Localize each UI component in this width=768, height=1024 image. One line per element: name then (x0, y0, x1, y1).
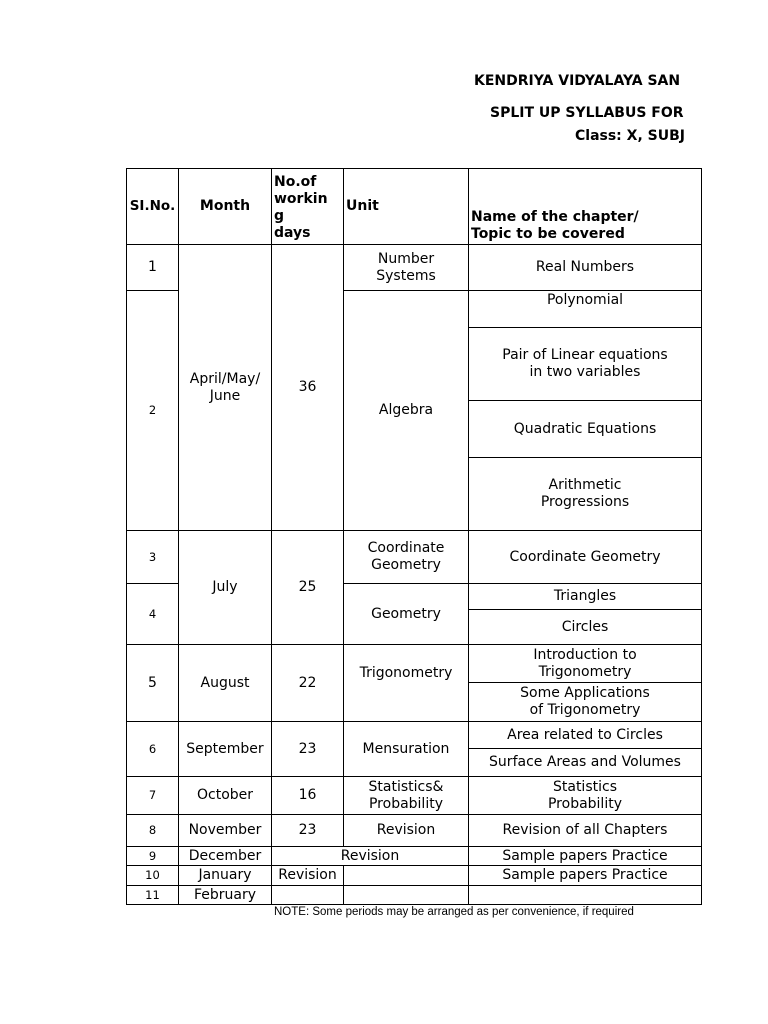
chapter-cell: Triangles (468, 583, 702, 610)
days-cell: 36 (271, 244, 344, 531)
month-cell: January (178, 865, 272, 886)
sl-number: 1 (126, 244, 179, 291)
days-cell: 22 (271, 644, 344, 722)
unit-cell-merged: Revision (271, 846, 469, 866)
sl-number: 7 (126, 776, 179, 815)
chapter-cell: Circles (468, 609, 702, 645)
footnote: NOTE: Some periods may be arranged as per convenience, if required (274, 906, 634, 918)
unit-cell-empty (343, 885, 469, 905)
sl-number: 10 (126, 865, 179, 886)
chapter-cell: Introduction to Trigonometry (468, 644, 702, 683)
month-cell: November (178, 814, 272, 847)
month-cell: July (178, 530, 272, 645)
header-unit: Unit (343, 168, 469, 245)
days-cell: 23 (271, 814, 344, 847)
syllabus-heading: SPLIT UP SYLLABUS FOR (490, 105, 684, 121)
month-cell: December (178, 846, 272, 866)
sl-number: 9 (126, 846, 179, 866)
chapter-cell: Pair of Linear equations in two variables (468, 327, 702, 401)
chapter-cell: Polynomial (468, 290, 702, 328)
sl-number: 11 (126, 885, 179, 905)
chapter-cell: Arithmetic Progressions (468, 457, 702, 531)
days-cell-empty (271, 885, 344, 905)
chapter-cell-empty (468, 885, 702, 905)
header-working-days: No.of workin g days (271, 168, 344, 245)
school-name-heading: KENDRIYA VIDYALAYA SAN (474, 73, 681, 89)
chapter-cell: Real Numbers (468, 244, 702, 291)
header-sl-no: SI.No. (126, 168, 179, 245)
chapter-cell: Sample papers Practice (468, 846, 702, 866)
unit-cell: Coordinate Geometry (343, 530, 469, 584)
unit-cell-empty (343, 865, 469, 886)
chapter-cell: Coordinate Geometry (468, 530, 702, 584)
chapter-cell: Quadratic Equations (468, 400, 702, 458)
chapter-cell: Some Applications of Trigonometry (468, 682, 702, 722)
chapter-cell: Statistics Probability (468, 776, 702, 815)
month-cell: April/May/ June (178, 244, 272, 531)
unit-cell: Algebra (343, 290, 469, 531)
header-month: Month (178, 168, 272, 245)
sl-number: 6 (126, 721, 179, 777)
days-cell: 25 (271, 530, 344, 645)
sl-number: 3 (126, 530, 179, 584)
month-cell: September (178, 721, 272, 777)
month-cell: February (178, 885, 272, 905)
chapter-cell: Area related to Circles (468, 721, 702, 749)
unit-cell: Mensuration (343, 721, 469, 777)
days-cell: 16 (271, 776, 344, 815)
unit-cell: Number Systems (343, 244, 469, 291)
class-subject-heading: Class: X, SUBJ (575, 128, 685, 144)
chapter-cell: Surface Areas and Volumes (468, 748, 702, 777)
month-cell: October (178, 776, 272, 815)
sl-number: 4 (126, 583, 179, 645)
unit-cell: Trigonometry (343, 644, 469, 722)
header-chapter: Name of the chapter/ Topic to be covered (468, 168, 702, 245)
unit-cell: Geometry (343, 583, 469, 645)
sl-number: 5 (126, 644, 179, 722)
days-cell: Revision (271, 865, 344, 886)
chapter-cell: Revision of all Chapters (468, 814, 702, 847)
sl-number: 8 (126, 814, 179, 847)
chapter-cell: Sample papers Practice (468, 865, 702, 886)
unit-cell: Statistics& Probability (343, 776, 469, 815)
days-cell: 23 (271, 721, 344, 777)
unit-cell: Revision (343, 814, 469, 847)
month-cell: August (178, 644, 272, 722)
sl-number: 2 (126, 290, 179, 531)
